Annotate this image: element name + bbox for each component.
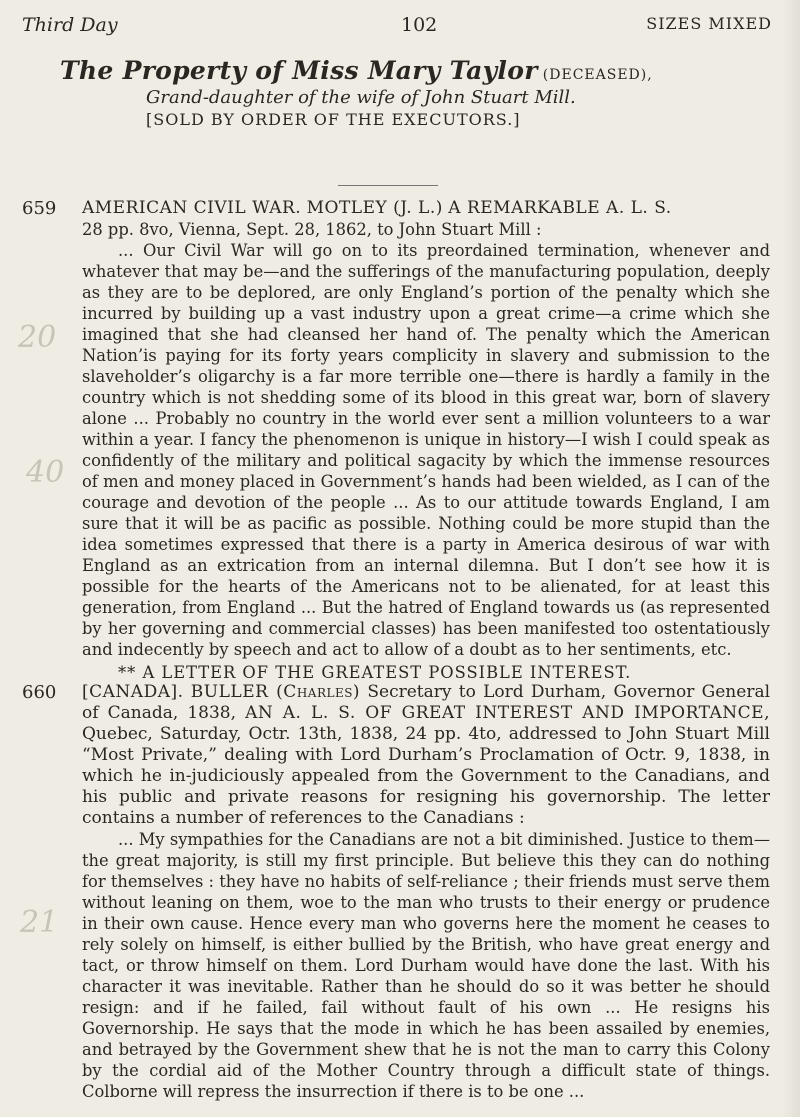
owner-deceased: (DECEASED),	[542, 67, 653, 83]
owner-relation: Grand-daughter of the wife of John Stuart Mill.	[146, 87, 576, 108]
margin-pencil-mark: 20	[18, 320, 57, 355]
owner-name: The Property of Miss Mary Taylor	[60, 56, 538, 85]
lot-subject: [CANADA].	[82, 682, 184, 702]
margin-pencil-mark: 21	[20, 905, 59, 940]
lot-author: MOTLEY (J. L.)	[306, 198, 443, 218]
lot-title	[82, 198, 770, 219]
header-page-number: 102	[401, 14, 438, 36]
property-heading	[60, 56, 780, 129]
lot-title	[82, 682, 770, 829]
lot-note: ** A LETTER OF THE GREATEST POSSIBLE INTEREST.	[118, 663, 632, 682]
lot-subject: AMERICAN CIVIL WAR.	[82, 198, 302, 218]
header-section: SIZES MIXED	[646, 14, 772, 33]
lot-details: 28 pp. 8vo, Vienna, Sept. 28, 1862, to John Stuart Mill :	[82, 220, 542, 239]
margin-pencil-mark: 40	[26, 455, 65, 490]
lot-659	[22, 198, 770, 683]
header-day: Third Day	[22, 14, 118, 36]
running-header	[22, 8, 792, 38]
lot-description-1: Secretary to Lord Durham, Governor General of Canada, 1838,	[82, 682, 771, 723]
lot-number: 660	[22, 682, 57, 703]
lot-details: Quebec, Saturday, Octr. 13th, 1838, 24 pp. 4to, addressed to John Stuart Mill “Most Private,” dealing with Lord Durham’s Proclamation of Octr. 9, 1838, in which he in-judiciously appealed from the Government to the Canadians, and his public and private reasons for resigning his governorship. The letter contains a number of references to the Canadians :	[82, 724, 770, 828]
section-divider	[338, 185, 438, 186]
sale-order: [SOLD BY ORDER OF THE EXECUTORS.]	[146, 110, 521, 129]
page-edge-shadow	[782, 0, 800, 1117]
lot-quote: ... My sympathies for the Canadians are not a bit diminished. Justice to them—the great majority, is still my first principle. But believe this they can do nothing for themselves : they have no habits of self-reliance ; their friends must serve them without leaning on them, woe to the man who trusts to their energy or prudence in their own cause. Hence every man who governs here the moment he ceases to rely solely on himself, is either bullied by the British, who have great energy and tact, or throw himself on them. Lord Durham would have done the last. With his character it was inevitable. Rather than he should do so it was better he should resign: and if he failed, fail without fault of his own ... He resigns his Governorship. He says that the mode in which he has been assailed by enemies, and betrayed by the Government shew that he is not the man to carry this Colony by the cordial aid of the Mother Country through a difficult state of things. Colborne will repress the insurrection if there is to be one ...	[82, 830, 770, 1101]
lot-660	[22, 682, 770, 1102]
lot-number: 659	[22, 198, 57, 219]
lot-description: A REMARKABLE A. L. S.	[448, 198, 672, 218]
lot-description-2: AN A. L. S. OF GREAT INTEREST AND IMPORTANCE,	[245, 703, 770, 723]
owner-line	[60, 56, 780, 85]
lot-quote: ... Our Civil War will go on to its preordained termination, whenever and whatever that may be—and the sufferings of the manufacturing population, deeply as they are to be deplored, are only England’s portion of the penalty which she incurred by building up a vast industry upon a great crime—a crime which she imagined that she had cleansed her hand of. The penalty which the American Nation’is paying for its forty years complicity in slavery and submission to the slaveholder’s oligarchy is a far more terrible one—there is hardly a family in the country which is not shedding some of its blood in this great war, born of slavery alone ... Probably no country in the world ever sent a million volunteers to a war within a year. I fancy the phenomenon is unique in history—I wish I could speak as confidently of the military and political sagacity by which the immense resources of men and money placed in Government’s hands had been wielded, as I can of the courage and devotion of the people ... As to our attitude towards England, I am sure that it will be as pacific as possible. Nothing could be more stupid than the idea sometimes expressed that there is a party in America desirous of war with England as an extrication from an internal dilemna. But I don’t see how it is possible for the hearts of the Americans not to be alienated, for at least this generation, from England ... But the hatred of England towards us (as represented by her governing and commercial classes) has been manifested too ostentatiously and indecently by speech and act to allow of a doubt as to her sentiments, etc.	[82, 241, 770, 659]
lot-author: BULLER (Charles)	[190, 682, 361, 702]
